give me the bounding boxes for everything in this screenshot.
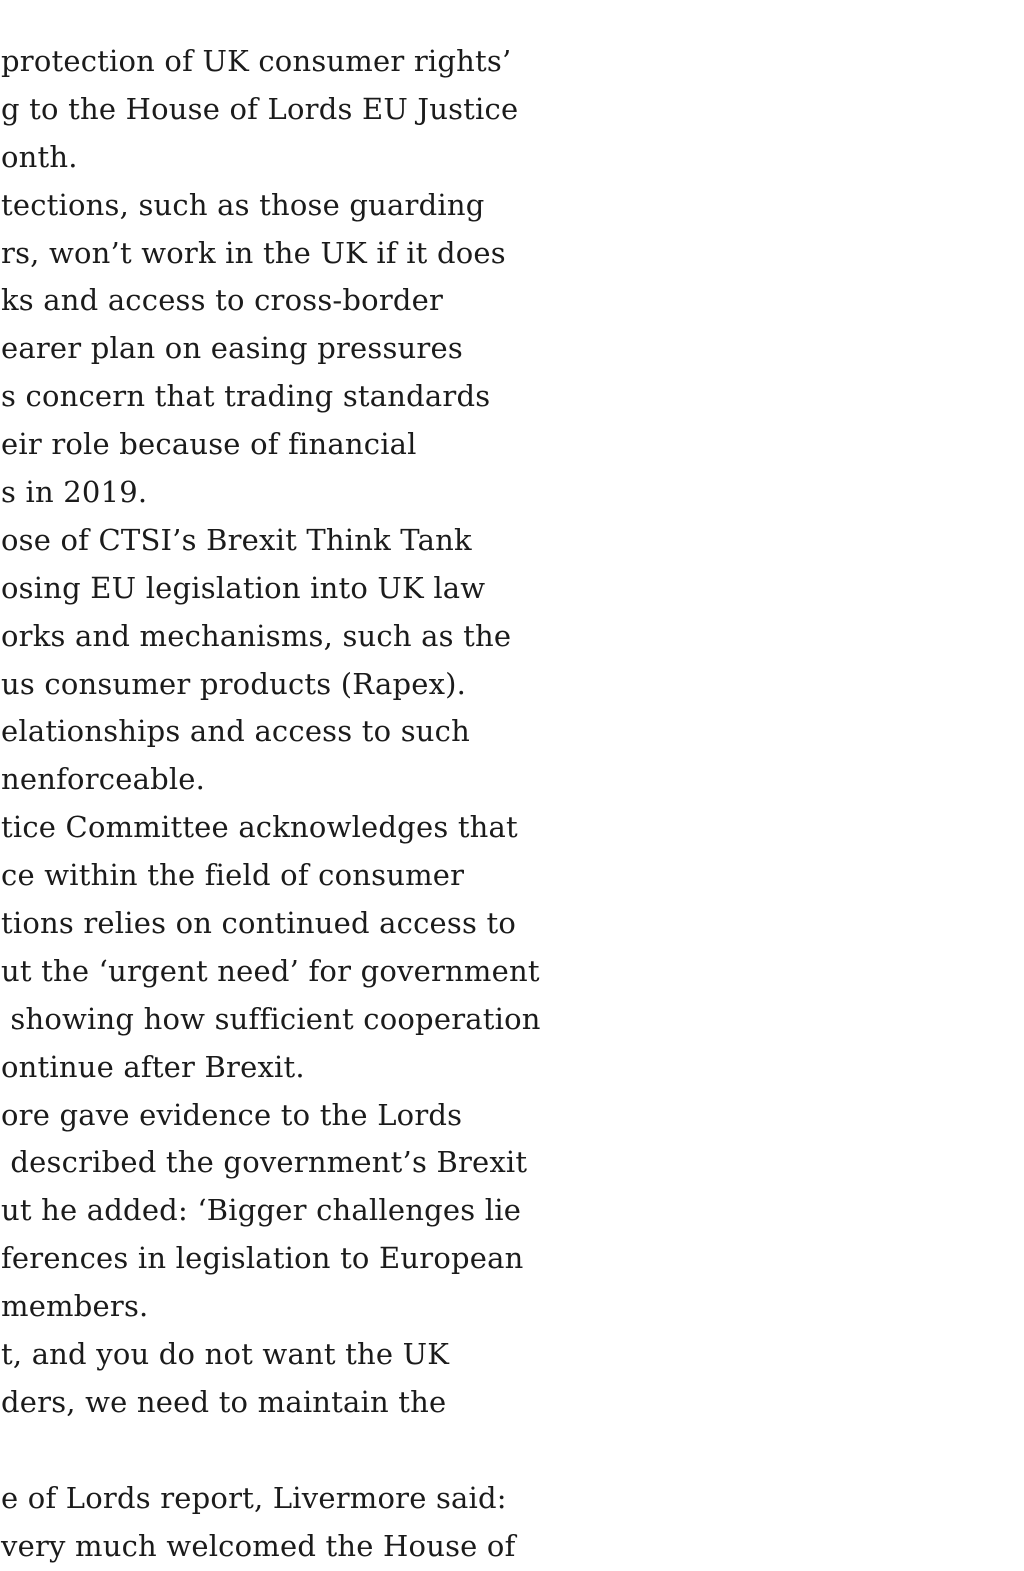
article-line: eir role because of financial (1, 427, 417, 462)
article-line: s in 2019. (1, 475, 148, 510)
article-line: earer plan on easing pressures (1, 331, 463, 366)
article-line: showing how sufficient cooperation (1, 1001, 541, 1036)
article-line: ontinue after Brexit. (1, 1049, 305, 1084)
article-line: ut he added: ‘Bigger challenges lie (1, 1193, 522, 1228)
article-line: ks and access to cross-border (1, 283, 444, 318)
article-line: ose of CTSI’s Brexit Think Tank (1, 522, 472, 557)
article-line: us consumer products (Rapex). (1, 666, 467, 701)
article-line: ut the ‘urgent need’ for government (1, 953, 540, 988)
article-blank-line (1, 1427, 681, 1475)
article-line: elationships and access to such (1, 714, 470, 749)
article-line: tections, such as those guarding (1, 187, 485, 222)
article-line: ce within the field of consumer (1, 858, 465, 893)
article-line-clipped: very much welcomed the House of (1, 1528, 516, 1563)
article-line: t, and you do not want the UK (1, 1337, 450, 1372)
article-line: tice Committee acknowledges that (1, 810, 518, 845)
article-text-column (1, 38, 681, 1571)
article-line: tions relies on continued access to (1, 906, 516, 941)
article-line: ders, we need to maintain the (1, 1384, 447, 1419)
article-line: osing EU legislation into UK law (1, 570, 486, 605)
article-line: ore gave evidence to the Lords (1, 1097, 463, 1132)
article-line: rs, won’t work in the UK if it does (1, 235, 506, 270)
article-line: nenforceable. (1, 762, 206, 797)
article-line: protection of UK consumer rights’ (1, 44, 512, 78)
article-line: described the government’s Brexit (1, 1145, 528, 1180)
article-line: e of Lords report, Livermore said: (1, 1480, 507, 1515)
article-line: members. (1, 1289, 149, 1324)
article-line: ferences in legislation to European (1, 1241, 524, 1276)
article-line: s concern that trading standards (1, 379, 491, 414)
article-line: orks and mechanisms, such as the (1, 618, 512, 653)
article-line: g to the House of Lords EU Justice (1, 91, 519, 126)
article-line: onth. (1, 139, 78, 174)
